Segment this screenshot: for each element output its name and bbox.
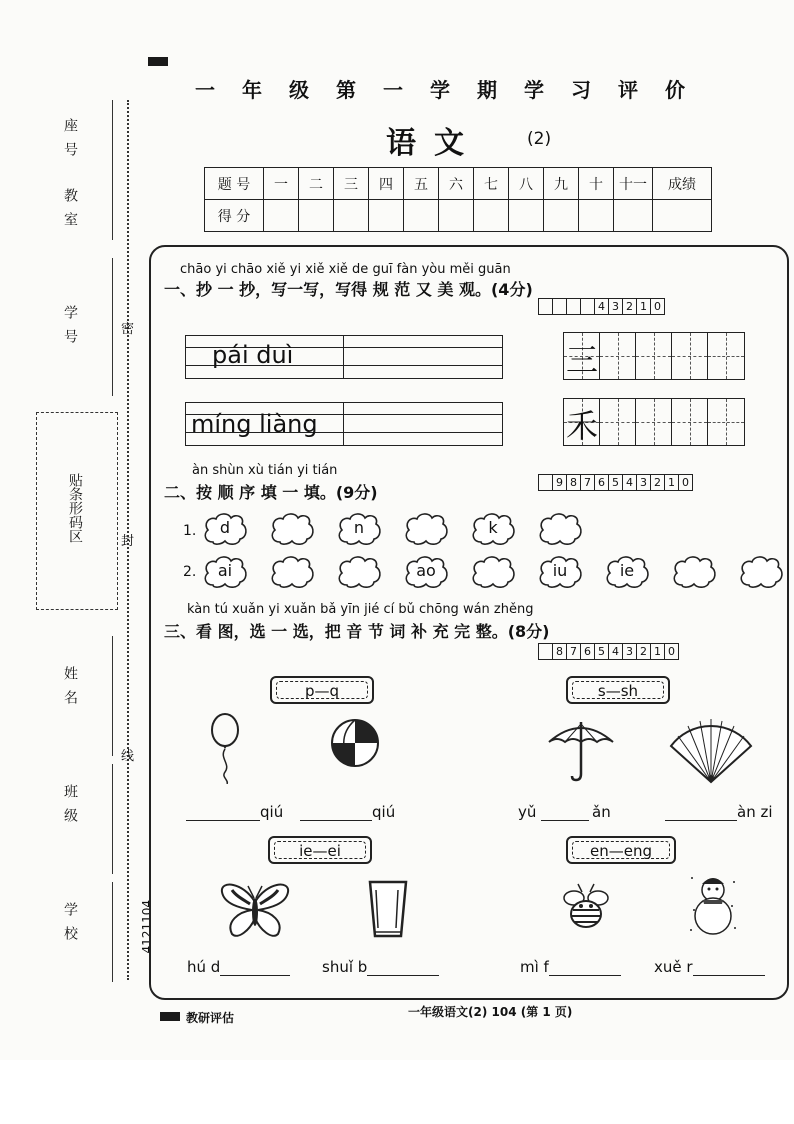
- score-table-row2-label: 得 分: [205, 200, 264, 232]
- answer-prefix: xuě r: [654, 958, 693, 976]
- school-label: 学校: [62, 902, 78, 950]
- cloud-blank[interactable]: [672, 555, 716, 589]
- student-no-label: 学号: [62, 305, 78, 353]
- section1-score-box: [538, 298, 665, 315]
- score-col: 四: [369, 168, 404, 200]
- answer-prefix: mì f: [520, 958, 549, 976]
- cloud-letter: [471, 512, 515, 546]
- score-mark[interactable]: 8: [567, 475, 581, 490]
- cloud-blank[interactable]: [404, 512, 448, 546]
- row2-label: 2.: [183, 564, 197, 580]
- fan-icon: [668, 716, 754, 786]
- seat-label: 座号: [62, 118, 78, 166]
- answer-cup[interactable]: [322, 958, 439, 976]
- fill-line-5: [112, 882, 113, 982]
- choice-tag-en-eng: [566, 836, 676, 864]
- fill-line-1: [112, 100, 113, 240]
- score-cell[interactable]: [264, 200, 299, 232]
- score-cell[interactable]: [334, 200, 369, 232]
- cloud-blank[interactable]: [270, 555, 314, 589]
- score-mark[interactable]: 2: [623, 299, 637, 314]
- score-mark[interactable]: 1: [651, 644, 665, 659]
- snowman-icon: [688, 870, 738, 938]
- score-mark[interactable]: 5: [595, 644, 609, 659]
- choice-text: s—sh: [572, 681, 664, 699]
- answer-snowman[interactable]: [654, 958, 765, 976]
- answer-butterfly[interactable]: [187, 958, 290, 976]
- score-table-header-row: [205, 168, 712, 200]
- score-mark[interactable]: 7: [567, 644, 581, 659]
- score-mark[interactable]: [581, 299, 595, 314]
- cloud-text: ai: [217, 561, 233, 580]
- cloud-text: ie: [619, 561, 635, 580]
- section3-pinyin: kàn tú xuǎn yi xuǎn bǎ yīn jié cí bǔ chōng wán zhěng: [187, 602, 534, 617]
- score-mark[interactable]: 3: [637, 475, 651, 490]
- score-mark[interactable]: 4: [609, 644, 623, 659]
- footer-publisher: 教研评估: [186, 1011, 235, 1025]
- score-mark[interactable]: 0: [654, 300, 661, 313]
- answer-prefix: yǔ: [518, 803, 537, 821]
- choice-text: ie—ei: [274, 841, 366, 859]
- score-cell[interactable]: [579, 200, 614, 232]
- score-col: 七: [474, 168, 509, 200]
- room-label: 教室: [62, 188, 78, 236]
- barcode-paste-area: [36, 412, 118, 610]
- score-mark[interactable]: 3: [623, 644, 637, 659]
- score-cell[interactable]: [544, 200, 579, 232]
- cloud-blank[interactable]: [270, 512, 314, 546]
- umbrella-icon: [546, 718, 616, 782]
- answer-suffix: àn zi: [737, 803, 773, 821]
- score-mark[interactable]: 5: [609, 475, 623, 490]
- score-col: 六: [439, 168, 474, 200]
- seal-word-3: 线: [121, 749, 135, 764]
- cloud-text: iu: [552, 561, 568, 580]
- choice-tag-s-sh: [566, 676, 670, 704]
- score-mark[interactable]: 3: [609, 299, 623, 314]
- score-cell[interactable]: [369, 200, 404, 232]
- score-mark[interactable]: 9: [553, 475, 567, 490]
- score-mark[interactable]: 8: [553, 644, 567, 659]
- sample-character-1: 三: [566, 341, 599, 379]
- score-mark[interactable]: 4: [623, 475, 637, 490]
- score-cell[interactable]: [509, 200, 544, 232]
- cloud-blank[interactable]: [337, 555, 381, 589]
- score-col: 五: [404, 168, 439, 200]
- seal-word-1: 密: [121, 322, 135, 337]
- row1-label: 1.: [183, 523, 197, 539]
- cloud-blank[interactable]: [739, 555, 783, 589]
- ball-icon: [330, 718, 380, 768]
- choice-text: p—q: [276, 681, 368, 699]
- choice-tag-p-q: [270, 676, 374, 704]
- score-mark[interactable]: 2: [651, 475, 665, 490]
- answer-umbrella-2[interactable]: [592, 803, 611, 821]
- footer-mark: [160, 1012, 180, 1021]
- section1-title: 一、抄 一 抄，写一写，写得 规 范 又 美 观。(4分): [164, 280, 533, 299]
- fill-line-4: [112, 764, 113, 874]
- pinyin-writing-line-2[interactable]: [185, 402, 503, 446]
- score-table-row1-label: 题 号: [205, 168, 264, 200]
- cup-icon: [366, 878, 410, 940]
- cloud-text: ao: [416, 561, 436, 580]
- cloud-letter: [203, 555, 247, 589]
- character-grid-2[interactable]: [563, 398, 745, 446]
- footer-page-info: 一年级语文(2) 104 (第 1 页): [408, 1005, 573, 1019]
- score-col: 八: [509, 168, 544, 200]
- score-cell[interactable]: [299, 200, 334, 232]
- score-mark[interactable]: 6: [581, 644, 595, 659]
- butterfly-icon: [218, 880, 292, 940]
- answer-bee[interactable]: [520, 958, 621, 976]
- cloud-letter: [337, 512, 381, 546]
- section3-title: 三、看 图，选 一 选，把 音 节 词 补 充 完 整。(8分): [164, 622, 550, 641]
- section3-score-box: [538, 643, 679, 660]
- score-col: 一: [264, 168, 299, 200]
- cloud-letter: [605, 555, 649, 589]
- score-mark[interactable]: [539, 644, 553, 659]
- choice-text: en—eng: [572, 841, 670, 859]
- score-cell[interactable]: [404, 200, 439, 232]
- balloon-icon: [205, 712, 245, 784]
- cloud-text: d: [219, 518, 231, 537]
- cloud-blank[interactable]: [538, 512, 582, 546]
- score-cell[interactable]: [474, 200, 509, 232]
- name-label: 姓名: [62, 666, 78, 714]
- score-mark[interactable]: 0: [682, 476, 689, 489]
- score-mark[interactable]: 4: [595, 299, 609, 314]
- pinyin-sample-2: míng liàng: [191, 410, 318, 438]
- cloud-letter: [538, 555, 582, 589]
- score-col: 十: [579, 168, 614, 200]
- answer-ball[interactable]: [300, 803, 395, 821]
- paste-area-label: 贴条形码区: [67, 473, 83, 543]
- score-table-score-row: [205, 200, 712, 232]
- choice-tag-ie-ei: [268, 836, 372, 864]
- score-mark[interactable]: 6: [595, 475, 609, 490]
- cloud-blank[interactable]: [471, 555, 515, 589]
- score-col: 九: [544, 168, 579, 200]
- seal-word-2: 封: [121, 534, 135, 549]
- answer-suffix: qiú: [372, 803, 396, 821]
- volume-number: (2): [527, 129, 552, 149]
- registration-mark: [148, 57, 168, 66]
- subject-title: 语文: [386, 126, 482, 161]
- answer-prefix: shuǐ b: [322, 958, 368, 976]
- pinyin-writing-line-1[interactable]: [185, 335, 503, 379]
- score-cell[interactable]: [439, 200, 474, 232]
- character-grid-1[interactable]: [563, 332, 745, 380]
- score-cell[interactable]: [653, 200, 712, 232]
- cloud-letter: [203, 512, 247, 546]
- section2-score-box: [538, 474, 693, 491]
- score-mark[interactable]: 7: [581, 475, 595, 490]
- score-mark[interactable]: [539, 475, 553, 490]
- cloud-text: n: [353, 518, 365, 537]
- score-mark[interactable]: 1: [665, 475, 679, 490]
- answer-prefix: hú d: [187, 958, 221, 976]
- score-col: 十一: [614, 168, 653, 200]
- bee-icon: [560, 882, 612, 934]
- cloud-text: k: [488, 518, 498, 537]
- score-mark[interactable]: 2: [637, 644, 651, 659]
- score-mark[interactable]: [553, 299, 567, 314]
- sample-character-2: 禾: [566, 407, 599, 445]
- answer-fan[interactable]: [665, 803, 773, 821]
- score-mark[interactable]: [567, 299, 581, 314]
- score-mark[interactable]: [539, 299, 553, 314]
- answer-suffix: qiú: [260, 803, 284, 821]
- score-col: 三: [334, 168, 369, 200]
- exam-title: 一年级第一学期学习评价: [195, 78, 712, 102]
- answer-balloon[interactable]: [186, 803, 283, 821]
- score-table: [204, 167, 712, 232]
- answer-umbrella[interactable]: [518, 803, 589, 821]
- section2-pinyin: àn shùn xù tián yi tián: [192, 463, 338, 478]
- section1-pinyin: chāo yi chāo xiě yi xiě xiě de guī fàn yòu měi guān: [180, 262, 511, 277]
- serial-number: 4121104: [140, 900, 154, 954]
- score-col: 二: [299, 168, 334, 200]
- class-label: 班级: [62, 784, 78, 832]
- score-mark[interactable]: 1: [637, 299, 651, 314]
- fill-line-3: [112, 636, 113, 756]
- score-col-total: 成绩: [653, 168, 712, 200]
- fill-line-2: [112, 258, 113, 396]
- pinyin-sample-1: pái duì: [212, 341, 294, 369]
- section2-title: 二、按 顺 序 填 一 填。(9分): [164, 483, 378, 502]
- score-cell[interactable]: [614, 200, 653, 232]
- answer-prefix: ǎn: [592, 803, 611, 821]
- cloud-letter: [404, 555, 448, 589]
- score-mark[interactable]: 0: [668, 645, 675, 658]
